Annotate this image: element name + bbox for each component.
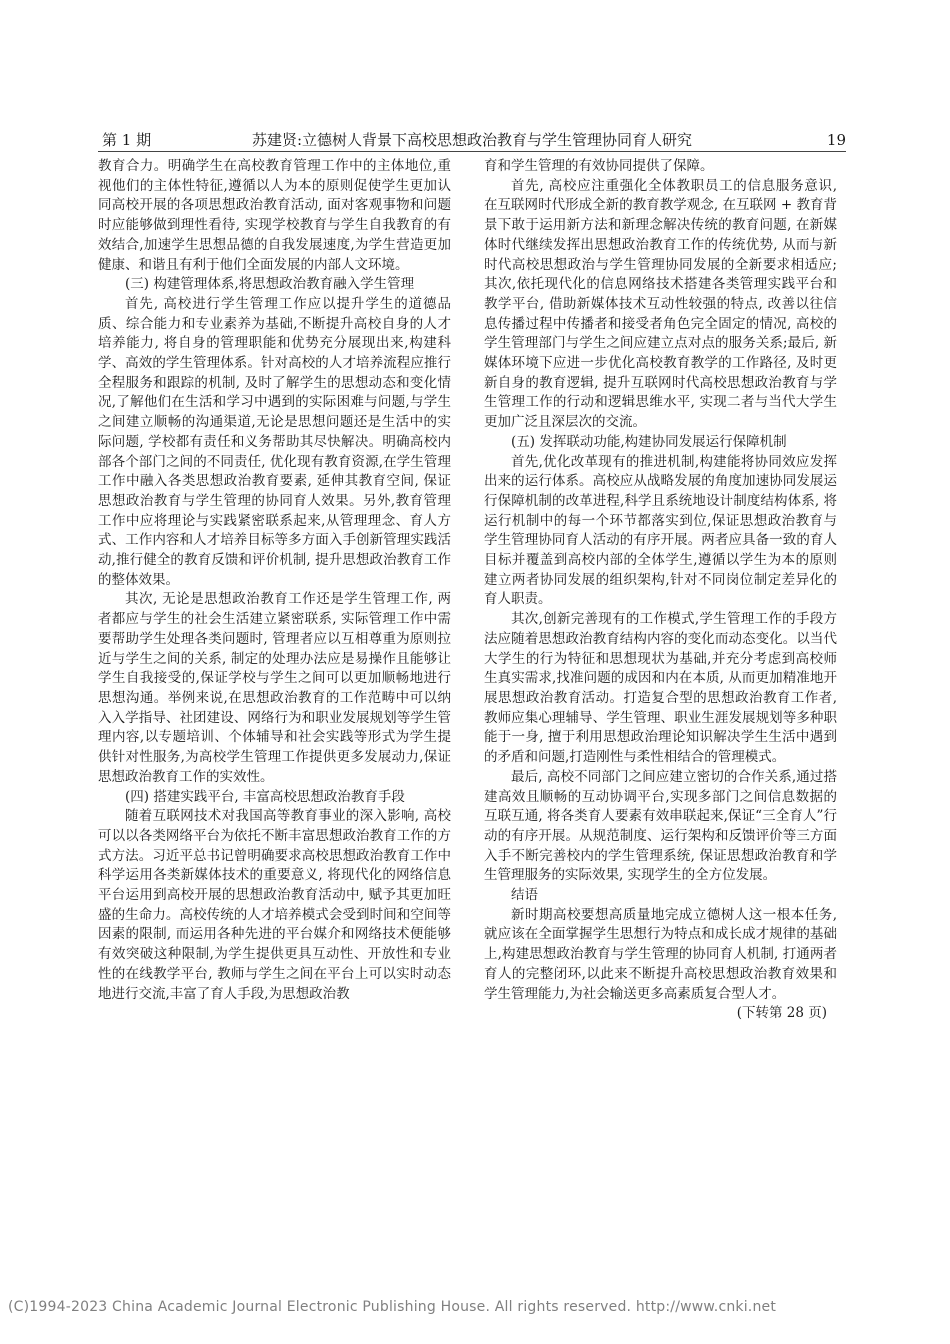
section-heading-5: (五) 发挥联动功能,构建协同发展运行保障机制 bbox=[511, 433, 787, 450]
page-number: 19 bbox=[826, 131, 846, 149]
paragraph-continued: 教育合力。明确学生在高校教育管理工作中的主体地位,重视他们的主体性特征,遵循以人为本的原则促使学生更加认同高校开展的各项思想政治教育活动, 面对客观事物和问题时应能够做到理性看待, 实现学校教育与学生自我教育的有效结合,加速学生思想品德的自我发展速度,为学生营造更加健康、和谐且有利于他们全面发展的内部人文环境。 bbox=[98, 158, 451, 273]
paragraph: 随着互联网技术对我国高等教育事业的深入影响, 高校可以以各类网络平台为依托不断丰富思想政治教育工作的方式方法。习近平总书记曾明确要求高校思想政治教育工作中科学运用各类新媒体技术的重要意义, 将现代化的网络信息平台运用到高校开展的思想政治教育活动中, 赋予其更加旺盛的生命力。高校传统的人才培养模式会受到时间和空间等因素的限制, 而运用各种先进的平台媒介和网络技术便能够有效突破这种限制,为学生提供更具互动性、开放性和专业性的在线教学平台, 教师与学生之间在平台上可以实时动态地进行交流,丰富了育人手段,为思想政治教 bbox=[98, 808, 451, 1002]
left-column bbox=[98, 157, 451, 1004]
running-header bbox=[98, 130, 846, 150]
conclusion-heading: 结语 bbox=[511, 887, 538, 904]
paragraph-continued: 育和学生管理的有效协同提供了保障。 bbox=[484, 158, 714, 174]
section-heading-4: (四) 搭建实践平台, 丰富高校思想政治教育手段 bbox=[125, 788, 405, 805]
paragraph: 其次,创新完善现有的工作模式,学生管理工作的手段方法应随着思想政治教育结构内容的变化而动态变化。以当代大学生的行为特征和思想现状为基础,并充分考虑到高校师生真实需求,找准问题的成因和内在本质, 从而更加精准地开展思想政治教育活动。打造复合型的思想政治教育工作者,教师应集心理辅导、学生管理、职业生涯发展规划等多种职能于一身, 擅于利用思想政治理论知识解决学生生活中遇到的矛盾和问题,打造刚性与柔性相结合的管理模式。 bbox=[484, 611, 837, 766]
paragraph: 其次, 无论是思想政治教育工作还是学生管理工作, 两者都应与学生的社会生活建立紧密联系, 实际管理工作中需要帮助学生处理各类问题时, 管理者应以互相尊重为原则拉近与学生之间的关系, 制定的处理办法应是易操作且能够让学生自我接受的,保证学校与学生之间可以更加顺畅地进行思想沟通。举例来说,在思想政治教育的工作范畴中可以纳入入学指导、社团建设、网络行为和职业发展规划等学生管理内容,以专题培训、个体辅导和社会实践等形式为学生提供针对性服务,为高校学生管理工作提供更多发展动力,保证思想政治教育工作的实效性。 bbox=[98, 591, 451, 785]
section-heading-3: (三) 构建管理体系,将思想政治教育融入学生管理 bbox=[125, 276, 415, 293]
paragraph: 最后, 高校不同部门之间应建立密切的合作关系,通过搭建高效且顺畅的互动协调平台,实现多部门之间信息数据的互联互通, 将各类育人要素有效串联起来,保证“三全育人”行动的有序开展。从规范制度、运行架构和反馈评价等三方面入手不断完善校内的学生管理系统, 保证思想政治教育和学生管理服务的实际效果, 实现学生的全方位发展。 bbox=[484, 768, 837, 884]
continued-on-note: (下转第 28 页) bbox=[736, 1005, 827, 1022]
running-title: 苏建贤:立德树人背景下高校思想政治教育与学生管理协同育人研究 bbox=[251, 131, 693, 149]
paragraph: 首先, 高校进行学生管理工作应以提升学生的道德品质、综合能力和专业素养为基础,不断提升高校自身的人才培养能力, 将自身的管理职能和优势充分展现出来,构建科学、高效的学生管理体系。针对高校的人才培养流程应推行全程服务和跟踪的机制, 及时了解学生的思想动态和变化情况,了解他们在生活和学习中遇到的实际困难与问题,与学生之间建立顺畅的沟通渠道,无论是思想问题还是生活中的实际问题, 学校都有责任和义务帮助其尽快解决。明确高校内部各个部门之间的不同责任, 优化现有教育资源,在学生管理工作中融入各类思想政治教育要素, 延伸其教育空间, 保证思想政治教育与学生管理的协同育人效果。另外,教育管理工作中应将理论与实践紧密联系起来,从管理理念、育人方式、工作内容和人才培养目标等多方面入手创新管理实践活动,推行健全的教育反馈和评价机制, 提升思想政治教育工作的整体效果。 bbox=[98, 295, 451, 588]
right-column bbox=[484, 157, 837, 1024]
copyright-footer: (C)1994-2023 China Academic Journal Electronic Publishing House. All rights reserved. http://www.cnki.net bbox=[8, 1299, 777, 1315]
header-rule bbox=[98, 151, 846, 152]
issue-label: 第 1 期 bbox=[102, 131, 152, 149]
paragraph: 新时期高校要想高质量地完成立德树人这一根本任务,就应该在全面掌握学生思想行为特点和成长成才规律的基础上,构建思想政治教育与学生管理的协同育人机制, 打通两者育人的完整闭环,以此来不断提升高校思想政治教育效果和学生管理能力,为社会输送更多高素质复合型人才。 bbox=[484, 906, 837, 1002]
paragraph: 首先,优化改革现有的推进机制,构建能将协同效应发挥出来的运行体系。高校应从战略发展的角度加速协同发展运行保障机制的改革进程,科学且系统地设计制度结构体系, 将运行机制中的每一个环节都落实到位,保证思想政治教育与学生管理协同育人活动的有序开展。两者应具备一致的育人目标并覆盖到高校内部的全体学生,遵循以学生为本的原则建立两者协同发展的组织架构,针对不同岗位制定差异化的育人职责。 bbox=[484, 453, 837, 608]
paragraph: 首先, 高校应注重强化全体教职员工的信息服务意识, 在互联网时代形成全新的教育教学观念, 在互联网 + 教育背景下敢于运用新方法和新理念解决传统的教育问题, 在新媒体时代继续发挥出思想政治教育工作的传统优势, 从而与新时代高校思想政治与学生管理协同发展的全新要求相适应;其次,依托现代化的信息网络技术搭建各类管理实践平台和教学平台, 借助新媒体技术互动性较强的特点, 改善以往信息传播过程中传播者和接受者角色完全固定的情况, 高校的学生管理部门与学生之间应建立点对点的服务关系;最后, 新媒体环境下应进一步优化高校教育教学的工作路径, 及时更新自身的教育逻辑, 提升互联网时代高校思想政治教育与学生管理工作的行动和逻辑思维水平, 实现二者与当代大学生更加广泛且深层次的交流。 bbox=[484, 177, 837, 431]
